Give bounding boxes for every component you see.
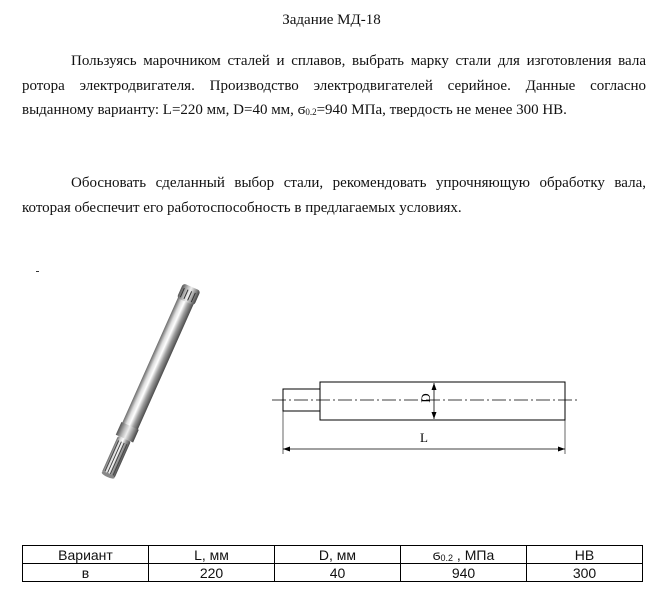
col-hardness: НВ bbox=[527, 546, 643, 564]
variant-table bbox=[22, 545, 643, 582]
task-paragraph-1 bbox=[22, 49, 646, 123]
shaft-spline-end bbox=[102, 436, 131, 478]
col-diameter: D, мм bbox=[275, 546, 401, 564]
task-text-part-2: =940 МПа, твердость не менее 300 НВ. bbox=[316, 102, 567, 118]
cell-variant: в bbox=[23, 564, 149, 582]
cell-diameter: 40 bbox=[275, 564, 401, 582]
task-text-justification: Обосновать сделанный выбор стали, рекомендовать упрочняющую обработку вала, которая обеспечит его работоспособность в предлагаемых условиях. bbox=[22, 175, 646, 216]
table-row bbox=[23, 564, 643, 582]
task-text-part-1: Пользуясь марочником сталей и сплавов, выбрать марку стали для изготовления вала ротора электродвигателя. Производство электродвигателей серийное. Данные согласно выданному варианту: L=220 мм, D=40 мм, ϭ bbox=[22, 53, 646, 118]
stray-mark bbox=[36, 271, 39, 272]
length-label: L bbox=[420, 430, 428, 445]
shaft-body bbox=[119, 293, 196, 437]
diameter-label: D bbox=[418, 393, 433, 403]
cell-hardness: 300 bbox=[527, 564, 643, 582]
task-paragraph-2 bbox=[22, 171, 646, 220]
document-title: Задание МД-18 bbox=[282, 12, 381, 28]
cell-length: 220 bbox=[149, 564, 275, 582]
col-length: L, мм bbox=[149, 546, 275, 564]
shaft-main-body bbox=[320, 382, 565, 420]
col-yield-strength: $ϭ_{0.2}$ , МПа bbox=[401, 546, 527, 564]
sigma-subscript: 0.2 bbox=[305, 107, 317, 117]
cell-yield-strength: 940 bbox=[401, 564, 527, 582]
shaft-photo bbox=[30, 280, 270, 480]
shaft-drawing bbox=[268, 362, 598, 462]
table-header-row bbox=[23, 546, 643, 564]
col-variant: Вариант bbox=[23, 546, 149, 564]
